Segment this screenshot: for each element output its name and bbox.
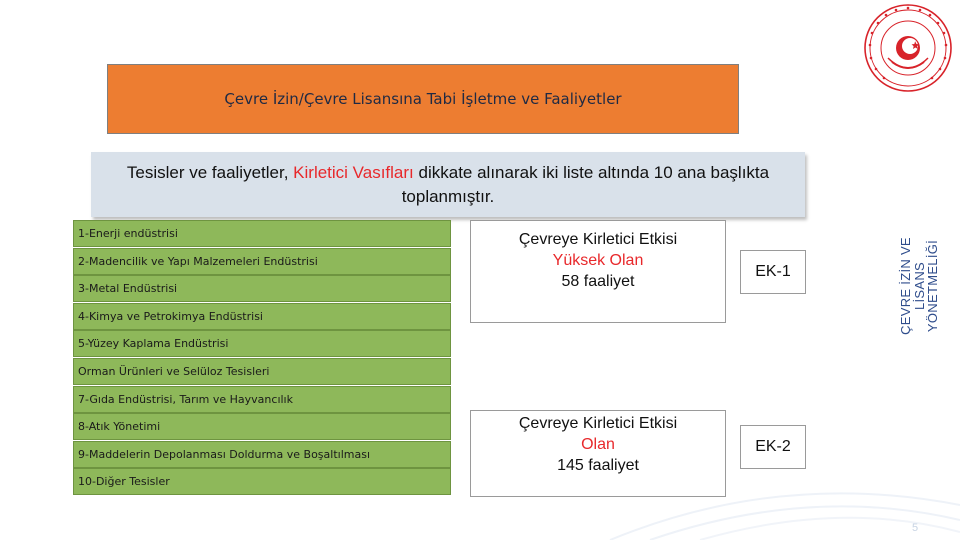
industry-item: 1-Enerji endüstrisi [73,220,451,247]
high-impact-line2: Yüksek Olan [552,252,644,269]
side-label [893,200,945,372]
high-impact-count: 58 faaliyet [561,273,635,290]
intro-text [91,152,805,217]
ek1-label: EK-1 [740,250,806,294]
intro-text-part1: Tesisler ve faaliyetler, [126,162,294,182]
industry-item: 2-Madencilik ve Yapı Malzemeleri Endüstrisi [73,248,451,275]
industry-item: 10-Diğer Tesisler [73,468,451,495]
industry-item: Orman Ürünleri ve Selüloz Tesisleri [73,358,451,385]
ministry-seal-icon [862,2,954,94]
slide-title: Çevre İzin/Çevre Lisansına Tabi İşletme ve Faaliyetler [107,64,739,134]
intro-text-part2: dikkate alınarak iki liste altında 10 ana başlıkta toplanmıştır. [401,162,770,206]
high-impact-line1: Çevreye Kirletici Etkisi [518,231,678,248]
industry-list [73,220,451,496]
industry-item: 7-Gıda Endüstrisi, Tarım ve Hayvancılık [73,386,451,413]
ek2-label: EK-2 [740,425,806,469]
high-impact-panel [470,220,726,323]
side-label-line2: LİSANS [911,261,927,311]
side-label-line1: ÇEVRE İZİN VE [897,237,913,335]
impact-line2: Olan [581,436,615,453]
industry-item: 8-Atık Yönetimi [73,413,451,440]
industry-item: 4-Kimya ve Petrokimya Endüstrisi [73,303,451,330]
page-number: 5 [912,522,919,534]
impact-panel [470,410,726,497]
impact-count: 145 faaliyet [557,457,639,474]
industry-item: 3-Metal Endüstrisi [73,275,451,302]
side-label-line3: YÖNETMELİĞİ [924,239,940,333]
impact-line1: Çevreye Kirletici Etkisi [518,415,678,432]
industry-item: 9-Maddelerin Depolanması Doldurma ve Boşaltılması [73,441,451,468]
industry-item: 5-Yüzey Kaplama Endüstrisi [73,330,451,357]
intro-highlight: Kirletici Vasıfları [293,162,414,182]
